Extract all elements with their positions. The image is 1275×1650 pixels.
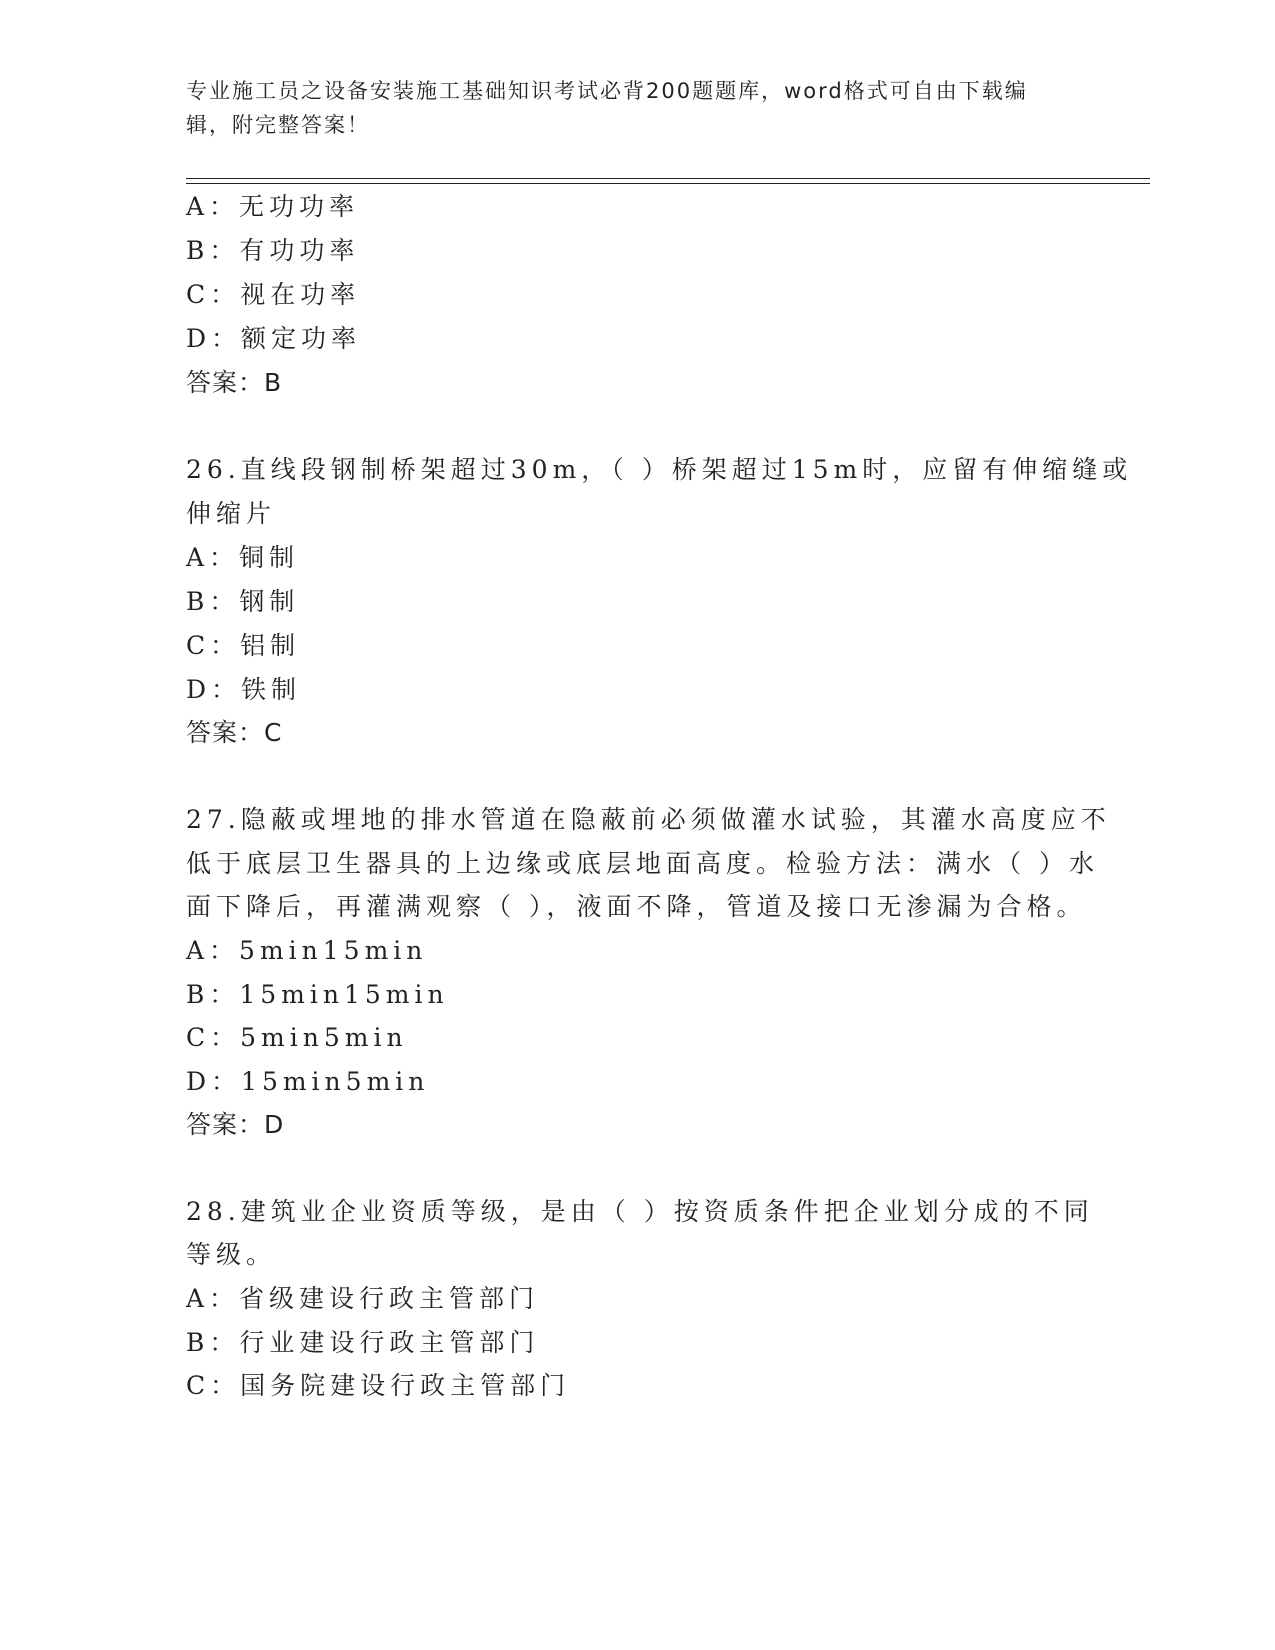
q27-stem-line-2: 低于底层卫生器具的上边缘或底层地面高度。检验方法：满水（ ）水: [186, 849, 1099, 878]
q26-option-c: C：铝制: [186, 631, 301, 660]
q28-option-a: A：省级建设行政主管部门: [186, 1284, 540, 1313]
q25-option-a: A：无功功率: [186, 192, 360, 221]
header-divider-bottom: [186, 183, 1150, 184]
q27-option-b: B：15min15min: [186, 980, 449, 1009]
q28-stem-line-1: 28.建筑业企业资质等级，是由（ ）按资质条件把企业划分成的不同: [186, 1197, 1094, 1226]
q26-option-d: D：铁制: [186, 675, 302, 704]
q28-option-c: C：国务院建设行政主管部门: [186, 1371, 571, 1400]
q26-option-a: A：铜制: [186, 543, 300, 572]
q28-option-b: B：行业建设行政主管部门: [186, 1328, 540, 1357]
q27-answer: 答案：D: [186, 1110, 285, 1139]
q27-stem-line-1: 27.隐蔽或埋地的排水管道在隐蔽前必须做灌水试验，其灌水高度应不: [186, 805, 1111, 834]
q26-answer: 答案：C: [186, 718, 283, 747]
q26-option-b: B：钢制: [186, 587, 300, 616]
q27-stem-line-3: 面下降后，再灌满观察（ ），液面不降，管道及接口无渗漏为合格。: [186, 892, 1087, 921]
q25-option-c: C：视在功率: [186, 280, 361, 309]
q28-stem-line-2: 等级。: [186, 1240, 277, 1269]
q25-option-b: B：有功功率: [186, 236, 360, 265]
q27-option-a: A：5min15min: [186, 936, 428, 965]
q27-option-d: D：15min5min: [186, 1067, 430, 1096]
document-header: 专业施工员之设备安装施工基础知识考试必背200题题库，word格式可自由下载编辑，附完整答案！: [186, 79, 1028, 137]
q27-option-c: C：5min5min: [186, 1023, 408, 1052]
header-divider-top: [186, 178, 1150, 179]
q25-answer: 答案：B: [186, 368, 283, 397]
q26-stem-line-1: 26.直线段钢制桥架超过30m，（ ）桥架超过15m时，应留有伸缩缝或: [186, 455, 1133, 484]
q25-option-d: D：额定功率: [186, 324, 362, 353]
q26-stem-line-2: 伸缩片: [186, 499, 277, 528]
